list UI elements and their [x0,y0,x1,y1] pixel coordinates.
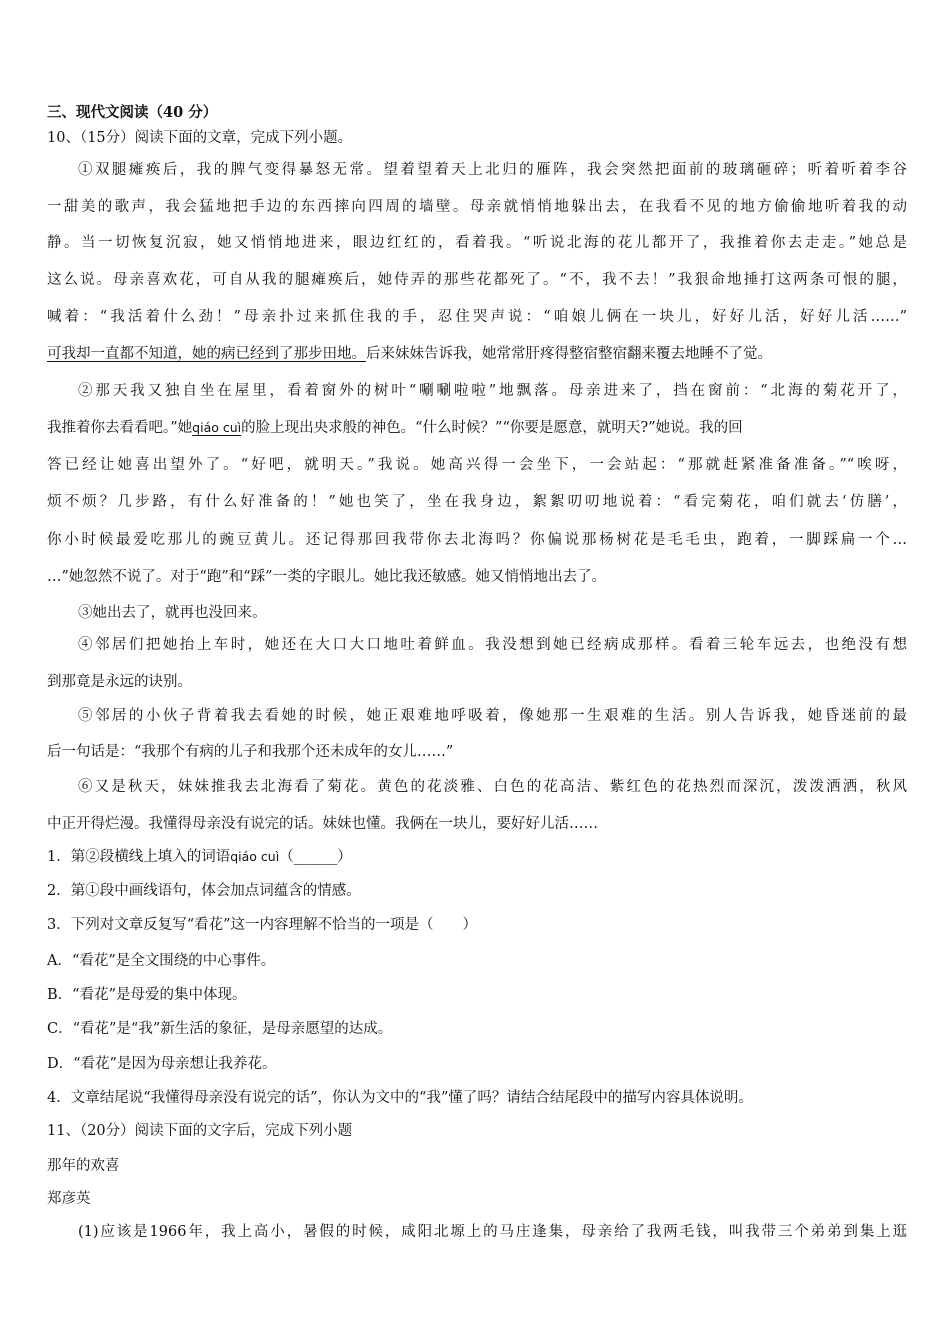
q10-p1-line-5: 喊着：“我活着什么劲！”母亲扑过来抓住我的手，忍住哭声说：“咱娘儿俩在一块儿，好好儿活，好好儿活……” [47,309,907,325]
subquestion-1-after: （______） [279,849,352,865]
subquestion-1-before: 1．第②段横线上填入的词语 [47,849,231,865]
article-title: 那年的欢喜 [47,1158,120,1174]
q10-p2-line-2 [47,418,907,438]
underlined-sentence: 可我却一直都不知道，她的病已经到了那步田地。 [47,346,366,362]
q10-p3: ③她出去了，就再也没回来。 [78,605,267,621]
article-author: 郑彦英 [47,1191,91,1207]
q10-p1-line-4: 这么说。母亲喜欢花，可自从我的腿瘫痪后，她侍弄的那些花都死了。“不，我不去！”我狠命地捶打这两条可恨的腿， [47,272,907,288]
q10-p2-line-4: 烦不烦？几步路，有什么好准备的！”她也笑了，坐在我身边，絮絮叨叨地说着：“看完菊花，咱们就去‘仿膳’， [47,494,907,510]
q10-p1-line-6 [47,344,907,364]
q10-p1-line-3: 静。当一切恢复沉寂，她又悄悄地进来，眼边红红的，看着我。“听说北海的花儿都开了，我推着你去走走。”她总是 [47,235,907,251]
q10-p6-line-1: ⑥又是秋天，妹妹推我去北海看了菊花。黄色的花淡雅、白色的花高洁、紫红色的花热烈而深沉，泼泼洒洒，秋风 [78,779,907,795]
q10-subquestion-1 [47,847,907,867]
question-11-header: 11、（20分）阅读下面的文字后，完成下列小题 [47,1123,353,1139]
q10-p6-line-2: 中正开得烂漫。我懂得母亲没有说完的话。妹妹也懂。我俩在一块儿，要好好儿活…… [47,816,598,832]
q10-subquestion-2: 2．第①段中画线语句，体会加点词蕴含的情感。 [47,883,361,899]
option-d: D．“看花”是因为母亲想让我养花。 [47,1056,277,1072]
pinyin-blank: qiáo cuì [192,420,242,435]
q10-p4-line-1: ④邻居们把她抬上车时，她还在大口大口地吐着鲜血。我没想到她已经病成那样。看着三轮车远去，也绝没有想 [78,637,907,653]
q10-p2-line-2-after: 的脸上现出央求般的神色。“什么时候？”“你要是愿意，就明天?”她说。我的回 [241,420,743,436]
q10-p4-line-2: 到那竟是永远的诀别。 [47,674,192,690]
q10-p2-line-6: …”她忽然不说了。对于“跑”和“踩”一类的字眼儿。她比我还敏感。她又悄悄地出去了。 [47,569,607,585]
option-b: B．“看花”是母爱的集中体现。 [47,987,247,1003]
q10-p2-line-5: 你小时候最爱吃那儿的豌豆黄儿。还记得那回我带你去北海吗？你偏说那杨树花是毛毛虫，跑着，一脚踩扁一个… [47,532,907,548]
option-c: C．“看花”是“我”新生活的象征，是母亲愿望的达成。 [47,1021,393,1037]
q10-p5-line-2: 后一句话是：“我那个有病的儿子和我那个还未成年的女儿……” [47,744,454,760]
q10-p2-line-3: 答已经让她喜出望外了。“好吧，就明天。”我说。她高兴得一会坐下，一会站起：“那就赶紧准备准备。”“唉呀， [47,457,907,473]
q10-p2-line-1: ②那天我又独自坐在屋里，看着窗外的树叶“唰唰啦啦”地飘落。母亲进来了，挡在窗前：“北海的菊花开了， [78,383,907,399]
q10-p5-line-1: ⑤邻居的小伙子背着我去看她的时候，她正艰难地呼吸着，像她那一生艰难的生活。别人告诉我，她昏迷前的最 [78,708,907,724]
question-10-header: 10、（15分）阅读下面的文章，完成下列小题。 [47,130,353,146]
q10-p1-line-1: ①双腿瘫痪后，我的脾气变得暴怒无常。望着望着天上北归的雁阵，我会突然把面前的玻璃砸碎；听着听着李谷 [78,162,907,178]
q10-subquestion-4: 4．文章结尾说“我懂得母亲没有说完的话”，你认为文中的“我”懂了吗？请结合结尾段中的描写内容具体说明。 [47,1090,753,1106]
subquestion-1-pinyin: qiáo cuì [230,849,280,864]
q10-p1-line-2: 一甜美的歌声，我会猛地把手边的东西摔向四周的墙壁。母亲就悄悄地躲出去，在我看不见的地方偷偷地听着我的动 [47,199,907,215]
q11-p1-line-1: (1)应该是1966年，我上高小，暑假的时候，咸阳北塬上的马庄逢集，母亲给了我两毛钱，叫我带三个弟弟到集上逛 [78,1224,907,1240]
q10-p1-line-6-rest: 后来妹妹告诉我，她常常肝疼得整宿整宿翻来覆去地睡不了觉。 [366,346,772,362]
option-a: A．“看花”是全文围绕的中心事件。 [47,953,276,969]
section-title: 三、现代文阅读（40 分） [47,104,218,121]
q10-subquestion-3: 3．下列对文章反复写“看花”这一内容理解不恰当的一项是（ ） [47,917,478,933]
q10-p2-line-2-before: 我推着你去看看吧。”她 [47,420,193,436]
